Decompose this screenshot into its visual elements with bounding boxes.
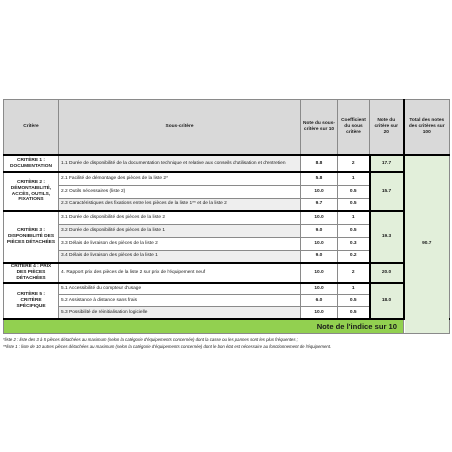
subcriterion-score: 8.8 bbox=[301, 155, 338, 172]
table-row bbox=[4, 211, 450, 224]
subcriterion-coef: 2 bbox=[338, 263, 370, 283]
criterion-4-name: CRITÈRE 4 : PRIX DES PIÈCES DÉTACHÉES bbox=[4, 263, 59, 283]
footnotes bbox=[3, 337, 449, 350]
subcriterion-coef: 0.5 bbox=[338, 185, 370, 198]
subcriterion-label: 5.1 Accessibilité du compteur d'usage bbox=[59, 283, 301, 295]
subcriterion-score: 10.0 bbox=[301, 307, 338, 319]
footnote-liste-2: *liste 2 : liste des 3 à 5 pièces détachées au maximum (selon la catégorie d'équipements concernée) dont la casse ou les pannes sont les plus fréquentes ; bbox=[3, 336, 298, 342]
subcriterion-score: 5.8 bbox=[301, 172, 338, 185]
subcriterion-label: 5.3 Possibilité de réinitialisation logicielle bbox=[59, 307, 301, 319]
table-row bbox=[4, 283, 450, 295]
subcriterion-label: 5.2 Assistance à distance sans frais bbox=[59, 295, 301, 307]
subcriterion-label: 1.1 Durée de disponibilité de la documentation technique et relative aux conseils d'utilisation et d'entretien bbox=[59, 155, 301, 172]
header-note-critere: Note du critère sur 20 bbox=[370, 100, 404, 156]
criterion-2-note: 15.7 bbox=[370, 172, 404, 211]
score-table bbox=[3, 99, 450, 334]
subcriterion-score: 9.0 bbox=[301, 224, 338, 237]
criterion-1-name: CRITÈRE 1 : DOCUMENTATION bbox=[4, 155, 59, 172]
criterion-3-note: 19.3 bbox=[370, 211, 404, 263]
header-coefficient: Coefficient du sous critère bbox=[338, 100, 370, 156]
subcriterion-label: 3.3 Délais de livraison des pièces de la liste 2 bbox=[59, 237, 301, 250]
repairability-index-sheet bbox=[0, 99, 452, 350]
subcriterion-score: 10.0 bbox=[301, 283, 338, 295]
table-row bbox=[4, 172, 450, 185]
criterion-5-name: CRITÈRE 5 : CRITÈRE SPÉCIFIQUE bbox=[4, 283, 59, 319]
subcriterion-label: 2.3 Caractéristiques des fixations entre les pièces de la liste 1** et de la liste 2 bbox=[59, 198, 301, 211]
header-critere: Critère bbox=[4, 100, 59, 156]
subcriterion-score: 9.0 bbox=[301, 250, 338, 263]
subcriterion-label: 3.4 Délais de livraison des pièces de la liste 1 bbox=[59, 250, 301, 263]
footer-label: Note de l'indice sur 10 bbox=[4, 319, 404, 334]
subcriterion-score: 10.0 bbox=[301, 211, 338, 224]
subcriterion-coef: 0.2 bbox=[338, 250, 370, 263]
subcriterion-coef: 0.5 bbox=[338, 198, 370, 211]
subcriterion-score: 10.0 bbox=[301, 185, 338, 198]
subcriterion-coef: 1 bbox=[338, 211, 370, 224]
criterion-4-note: 20.0 bbox=[370, 263, 404, 283]
subcriterion-label: 2.2 Outils nécessaires (liste 2) bbox=[59, 185, 301, 198]
table-row bbox=[4, 263, 450, 283]
criterion-3-name: CRITÈRE 3 : DISPONIBILITÉ DES PIÈCES DÉTACHÉES bbox=[4, 211, 59, 263]
subcriterion-score: 9.7 bbox=[301, 198, 338, 211]
subcriterion-coef: 0.5 bbox=[338, 224, 370, 237]
subcriterion-label: 3.2 Durée de disponibilité des pièces de la liste 1 bbox=[59, 224, 301, 237]
criterion-2-name: CRITÈRE 2 : DÉMONTABILITÉ, ACCÈS, OUTILS, FIXATIONS bbox=[4, 172, 59, 211]
subcriterion-coef: 0.3 bbox=[338, 237, 370, 250]
subcriterion-label: 4. Rapport prix des pièces de la liste 2 sur prix de l'équipement neuf bbox=[59, 263, 301, 283]
footnote-liste-1: **liste 1 : liste de 10 autres pièces détachées au maximum (selon la catégorie d'équipements concernée) dont le bon état est nécessaire au fonctionnement de l'équipement. bbox=[3, 343, 332, 349]
header-note-sous-critere: Note du sous-critère sur 10 bbox=[301, 100, 338, 156]
subcriterion-score: 10.0 bbox=[301, 263, 338, 283]
subcriterion-score: 6.0 bbox=[301, 295, 338, 307]
header-row bbox=[4, 100, 450, 156]
table-row bbox=[4, 155, 450, 172]
subcriterion-label: 3.1 Durée de disponibilité des pièces de la liste 2 bbox=[59, 211, 301, 224]
header-sous-critere: Sous-critère bbox=[59, 100, 301, 156]
header-total: Total des notes des critères sur 100 bbox=[404, 100, 450, 156]
subcriterion-coef: 1 bbox=[338, 283, 370, 295]
subcriterion-coef: 1 bbox=[338, 172, 370, 185]
subcriterion-label: 2.1 Facilité de démontage des pièces de la liste 2* bbox=[59, 172, 301, 185]
subcriterion-coef: 0.5 bbox=[338, 307, 370, 319]
subcriterion-coef: 2 bbox=[338, 155, 370, 172]
total-notes: 90.7 bbox=[404, 155, 450, 333]
subcriterion-score: 10.0 bbox=[301, 237, 338, 250]
subcriterion-coef: 0.5 bbox=[338, 295, 370, 307]
criterion-5-note: 18.0 bbox=[370, 283, 404, 319]
footer-row bbox=[4, 319, 450, 334]
criterion-1-note: 17.7 bbox=[370, 155, 404, 172]
